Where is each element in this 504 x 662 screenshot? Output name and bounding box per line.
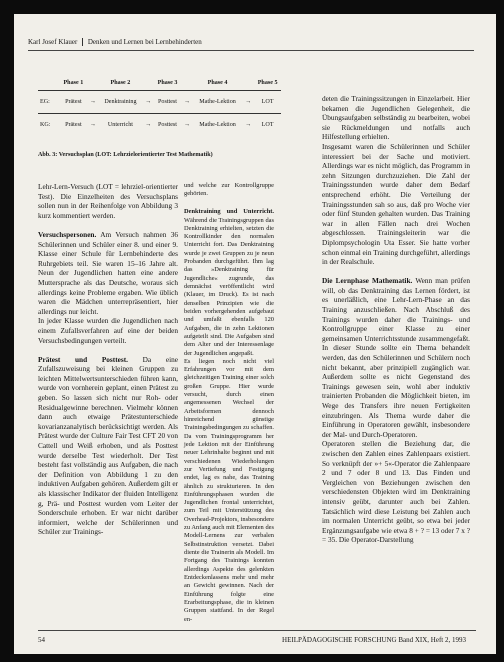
arrow-icon: → <box>142 91 154 114</box>
phase-2-label: Phase 2 <box>110 80 131 86</box>
arrow-icon: → <box>181 114 193 137</box>
paragraph-text: Wenn man prüfen will, ob das Denktraining das Lernen fördert, ist es unerläßlich, eine Lehr-Lern-Phase an das Training anzuschließen. Nach Abschluß des Trainings wurden daher die Trainings- und Kontrollgruppe einer Klasse zu einer gemeinsamen Unterrichtsstunde zusammengefaßt. In dieser Stunde sollte ein Thema behandelt werden, das den Schülerinnen und Schülern noch nicht bekannt, aber prinzipiell zugänglich war. Außerdem sollte es nicht Gegenstand des Trainings gewesen sein, wohl aber induktiv trainierten Probanden die Möglichkeit bieten, im Wege des Transfers ihre neuen Fertigkeiten einzubringen. Als Thema wurde daher die Einführung in Operatoren gewählt, insbesondere der Mal- und Durch-Operatoren. <box>322 276 470 439</box>
kg-label: KG: <box>38 114 60 137</box>
header-title: Denken und Lernen bei Lernbehinderten <box>87 38 202 46</box>
run-in-heading: Prätest und Posttest. <box>38 354 128 364</box>
eg-phase-5: LOT <box>254 91 281 114</box>
kg-phase-4: Mathe-Lektion <box>193 114 242 137</box>
phase-3-label: Phase 3 <box>157 80 178 86</box>
paragraph: Lehr-Lern-Versuch (LOT = lehrziel-orientierter Test). Die Einzelheiten des Versuchsplans sollen nun in der Reihenfolge von Abbildung 3 kurz kommentiert werden. <box>38 182 178 220</box>
paragraph <box>322 276 470 439</box>
journal-page <box>14 14 496 654</box>
run-in-heading: Versuchspersonen. <box>38 229 97 239</box>
paragraph <box>38 230 178 316</box>
journal-citation: HEILPÄDAGOGISCHE FORSCHUNG Band XIX, Heft 2, 1993 <box>282 636 466 644</box>
paragraph: deten die Trainingssitzungen in Einzelarbeit. Hier bekamen die Jugendlichen Gelegenheit, die Übungsaufgaben selbständig zu bearbeiten, wobei sie Rückmeldungen und notfalls auch Hilfestellung erhielten. <box>322 94 470 142</box>
arrow-icon: → <box>181 91 193 114</box>
paragraph: Es liegen noch nicht viel Erfahrungen vor mit dem gleichzeitigen Training einer solch großen Gruppe. Hier wurde versucht, durch einen angemessenen Wechsel der Arbeitsformen dennoch hinreichend günstige Trainingsbedingungen zu schaffen. Da vom Trainingsprogramm her jede Lektion mit der Einführung neuer Lehrinhalte beginnt und mit verschiedenen Wiederholungen zur Vertiefung und Festigung endet, lag es nahe, das Training ähnlich zu strukturieren. In den Einführungsphasen wurden die Jugendlichen frontal unterrichtet, zum Teil mit Unterstützung des Overhead-Projektors, insbesondere zu Anfang auch mit Elementen des Modell-Lernens zur verbalen Selbstinstruktion versetzt. Dabei diente die Trainerin als Modell. Im Fortgang des Trainings konnten allerdings Aspekte des gelenkten Entdeckenlassens mehr und mehr an Gewicht gewinnen. Nach der Einführung folgte eine Erarbeitungsphase, die in kleinen Gruppen stattfand. In der Regel en- <box>184 357 274 623</box>
paragraph-text: Am Versuch nahmen 36 Schülerinnen und Schüler einer 8. und einer 9. Klasse einer Schule für Lernbehinderte des Ruhrgebiets teil. Sie waren 15–16 Jahre alt. Neun der Jugendlichen hatten eine andere Muttersprache als das Deutsche, woraus sich allerdings keine Probleme ergaben. Wie üblich waren die Mädchen unterrepräsentiert, hier allerdings nur leicht. <box>38 229 178 316</box>
arrow-icon: → <box>87 114 99 137</box>
arrow-icon: → <box>142 114 154 137</box>
figure-caption: Abb. 3: Versuchsplan (LOT: Lehrzielorientierter Test Mathematik) <box>38 152 213 158</box>
middle-text-column <box>184 182 274 624</box>
kg-phase-5: LOT <box>254 114 281 137</box>
phase-4-label: Phase 4 <box>207 80 228 86</box>
header-separator <box>82 38 83 46</box>
paragraph <box>38 355 178 537</box>
study-design-figure <box>38 76 281 144</box>
paragraph: In jeder Klasse wurden die Jugendlichen nach einem Zufallsverfahren auf eine der beiden Versuchsbedingungen verteilt. <box>38 316 178 345</box>
paragraph-text: Während die Trainingsgruppen das Denktraining erhielten, setzten die Kontrollkinder den normalen Unterricht fort. Das Denktraining wurde je zwei Gruppen zu je neun Probanden durchgeführt. Ihm lag das »Denktraining für Jugendliche« zugrunde, das demnächst veröffentlicht wird (Klauer, im Druck). Es ist nach denselben Prinzipien wie die beiden vorhergehenden aufgebaut und umfaßt ebenfalls 120 Aufgaben, die in zehn Lektionen aufgeteilt sind. Die Aufgaben sind dem Alter und der Interessenlage der Jugendlichen angepaßt. <box>184 216 274 357</box>
eg-phase-1: Prätest <box>60 91 87 114</box>
arrow-icon: → <box>87 91 99 114</box>
kg-phase-2: Unterricht <box>99 114 142 137</box>
paragraph-text: Da eine Zufallszuweisung bei kleinen Gruppen zu leichten Mittelwertsunterschieden führen kann, wurde von vornherein geplant, einen Prätest zu geben. So lassen sich nicht nur Roh- oder Residualgewinne berechnen. Vielmehr können dann auch etwaige Prätestunterschiede kovarianzanalytisch berücksichtigt werden. Als Prätest wurde der Culture Fair Test CFT 20 von Cattell und Weiß erhoben, und als Posttest wurde derselbe Test wiederholt. Der Test besteht fast vollständig aus Aufgaben, die nach der Definition von Abbildung 1 zu den induktiven Aufgaben gehören. Außerdem gilt er als klassischer Indikator der fluiden Intelligenz g, Prä- und Posttest wurden vom Leiter der Sonderschule erhoben. Er war nicht darüber informiert, welche der Schülerinnen und Schüler zur Trainings- <box>38 354 178 537</box>
header-author: Karl Josef Klauer <box>28 38 78 46</box>
control-group-row <box>38 114 281 137</box>
kg-phase-1: Prätest <box>60 114 87 137</box>
header-rule <box>28 50 474 51</box>
phase-header-row <box>38 76 281 91</box>
eg-label: EG: <box>38 91 60 114</box>
right-text-column <box>322 94 470 545</box>
page-number: 54 <box>38 636 45 644</box>
paragraph: Insgesamt waren die Schülerinnen und Schüler interessiert bei der Sache und motiviert. Allerdings war es nicht möglich, das Programm in zehn Sitzungen durchzuziehen. Die Zahl der Trainingsstunden wurde daher dem Bedarf entsprechend erhöht. Die Verteilung der Trainingsstunden sah so aus, daß pro Woche vier oder fünf Stunden gehalten wurden. Das Training war in allen Fällen nach drei Wochen abgeschlossen. Trainingsleiterin war die Diplompsychologin Uta Esser. Sie hatte vorher schon einmal ein Training durchgeführt, allerdings in der Realschule. <box>322 141 470 267</box>
paragraph <box>184 208 274 358</box>
corner-cell <box>38 76 60 91</box>
design-table <box>38 76 281 136</box>
paragraph: Operatoren stellen die Beziehung dar, die zwischen den Zahlen eines Zahlenpaars existiert. So verknüpft der »+ 5«-Operator die Zahlenpaare 2 und 7 oder 8 und 13. Das Finden und Vergleichen von Beziehungen zwischen den verschiedensten Objekten wird im Denktraining intensiv geübt, darunter auch bei Zahlen. Tatsächlich wird diese Leistung bei Zahlen auch im normalen Unterricht geübt, so etwa bei jeder Ergänzungsaufgabe wie etwa 8 + ? = 13 oder 7 x ? = 35. Die Operator-Darstellung <box>322 439 470 545</box>
arrow-icon: → <box>242 91 254 114</box>
run-in-heading: Denktraining und Unterricht. <box>184 208 274 216</box>
left-text-column <box>38 182 178 537</box>
kg-phase-3: Posttest <box>154 114 181 137</box>
experimental-group-row <box>38 91 281 114</box>
eg-phase-3: Posttest <box>154 91 181 114</box>
running-header <box>28 38 202 46</box>
phase-5-label: Phase 5 <box>257 80 278 86</box>
phase-1-label: Phase 1 <box>63 80 84 86</box>
paragraph: und welche zur Kontrollgruppe gehörten. <box>184 182 274 198</box>
run-in-heading: Die Lernphase Mathematik. <box>322 276 413 286</box>
arrow-icon: → <box>242 114 254 137</box>
footer-rule <box>38 630 476 631</box>
eg-phase-2: Denktraining <box>99 91 142 114</box>
eg-phase-4: Mathe-Lektion <box>193 91 242 114</box>
